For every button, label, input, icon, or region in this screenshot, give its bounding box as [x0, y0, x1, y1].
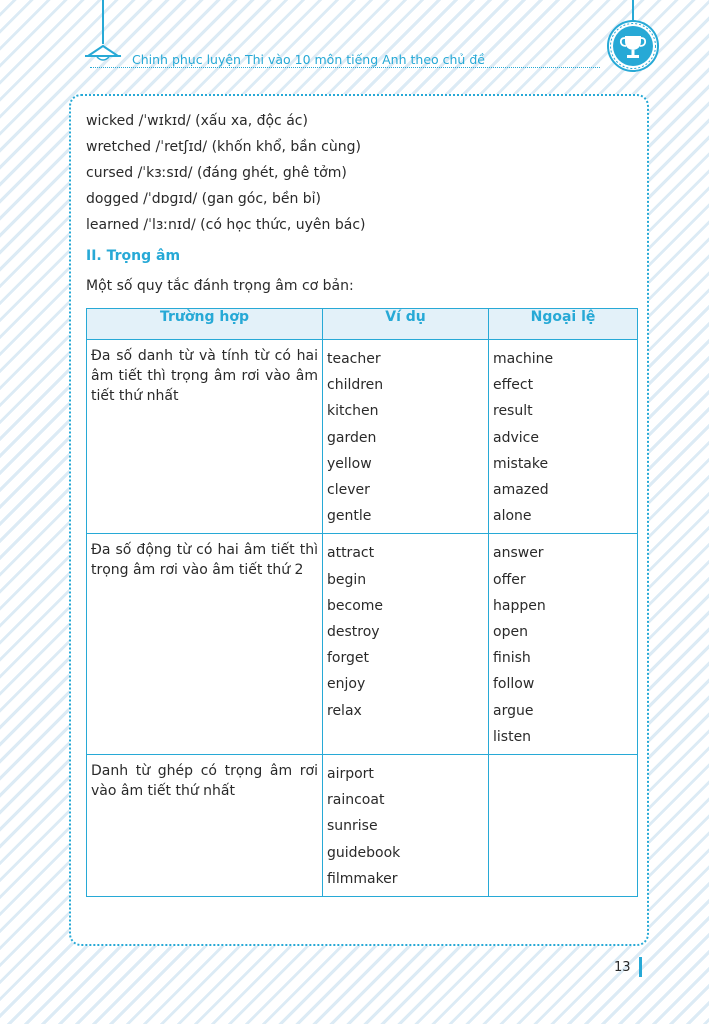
table-row [87, 340, 638, 534]
exceptions-cell [489, 755, 638, 897]
exception-word: open [493, 624, 528, 641]
exception-word: offer [493, 571, 526, 588]
vocab-item: dogged /ˈdɒɡɪd/ (gan góc, bền bỉ) [86, 191, 322, 207]
example-word: guidebook [327, 844, 401, 861]
trophy-icon [607, 20, 659, 72]
ceiling-lamp-icon [84, 44, 122, 62]
exception-word: finish [493, 650, 531, 667]
exception-word: machine [493, 351, 554, 367]
table-header-row [87, 309, 638, 340]
example-word: forget [327, 650, 369, 667]
example-word: begin [327, 571, 367, 588]
column-header-exceptions: Ngoại lệ [489, 309, 638, 340]
table-row [87, 534, 638, 755]
vocab-item: cursed /ˈkɜːsɪd/ (đáng ghét, ghê tởm) [86, 165, 347, 181]
example-word: garden [327, 429, 377, 446]
exception-word: result [493, 403, 533, 420]
example-word: children [327, 377, 384, 394]
exception-word: listen [493, 728, 532, 745]
column-header-case: Trường hợp [87, 309, 323, 340]
example-word: become [327, 597, 384, 614]
exceptions-cell [489, 340, 638, 534]
page-number: 13 [614, 960, 631, 975]
lamp-cord [102, 0, 104, 44]
stress-rules-table [86, 308, 638, 897]
exception-word: amazed [493, 482, 549, 499]
example-word: relax [327, 702, 362, 719]
example-word: destroy [327, 624, 380, 641]
exceptions-cell [489, 534, 638, 755]
exception-word: advice [493, 429, 539, 446]
exception-word: follow [493, 676, 535, 693]
rule-case: Danh từ ghép có trọng âm rơi vào âm tiết thứ nhất [87, 755, 323, 897]
exception-word: argue [493, 702, 534, 719]
examples-cell [323, 534, 489, 755]
exception-word: mistake [493, 455, 549, 472]
exception-word: alone [493, 508, 532, 525]
section-intro: Một số quy tắc đánh trọng âm cơ bản: [86, 278, 354, 294]
example-word: teacher [327, 351, 381, 367]
table-row [87, 755, 638, 897]
example-word: filmmaker [327, 870, 398, 887]
exception-word: answer [493, 545, 544, 562]
vocab-item: wicked /ˈwɪkɪd/ (xấu xa, độc ác) [86, 113, 308, 129]
example-word: sunrise [327, 818, 378, 835]
exception-word: effect [493, 377, 534, 394]
example-word: enjoy [327, 676, 366, 693]
example-word: gentle [327, 508, 372, 525]
rule-case: Đa số danh từ và tính từ có hai âm tiết thì trọng âm rơi vào âm tiết thứ nhất [87, 340, 323, 534]
example-word: raincoat [327, 792, 385, 809]
header-title: Chinh phục luyện Thi vào 10 môn tiếng Anh theo chủ đề [132, 52, 485, 67]
example-word: kitchen [327, 403, 379, 420]
vocab-item: learned /ˈlɜːnɪd/ (có học thức, uyên bác) [86, 217, 366, 233]
header-divider [90, 67, 600, 68]
column-header-examples: Ví dụ [323, 309, 489, 340]
vocab-item: wretched /ˈretʃɪd/ (khốn khổ, bần cùng) [86, 139, 361, 155]
exception-word: happen [493, 597, 546, 614]
example-word: attract [327, 545, 375, 562]
examples-cell [323, 755, 489, 897]
page-number-bar [639, 957, 642, 977]
section-heading: II. Trọng âm [86, 248, 181, 264]
example-word: clever [327, 482, 370, 499]
badge-cord [632, 0, 634, 22]
examples-cell [323, 340, 489, 534]
rule-case: Đa số động từ có hai âm tiết thì trọng âm rơi vào âm tiết thứ 2 [87, 534, 323, 755]
example-word: airport [327, 766, 374, 783]
example-word: yellow [327, 455, 372, 472]
